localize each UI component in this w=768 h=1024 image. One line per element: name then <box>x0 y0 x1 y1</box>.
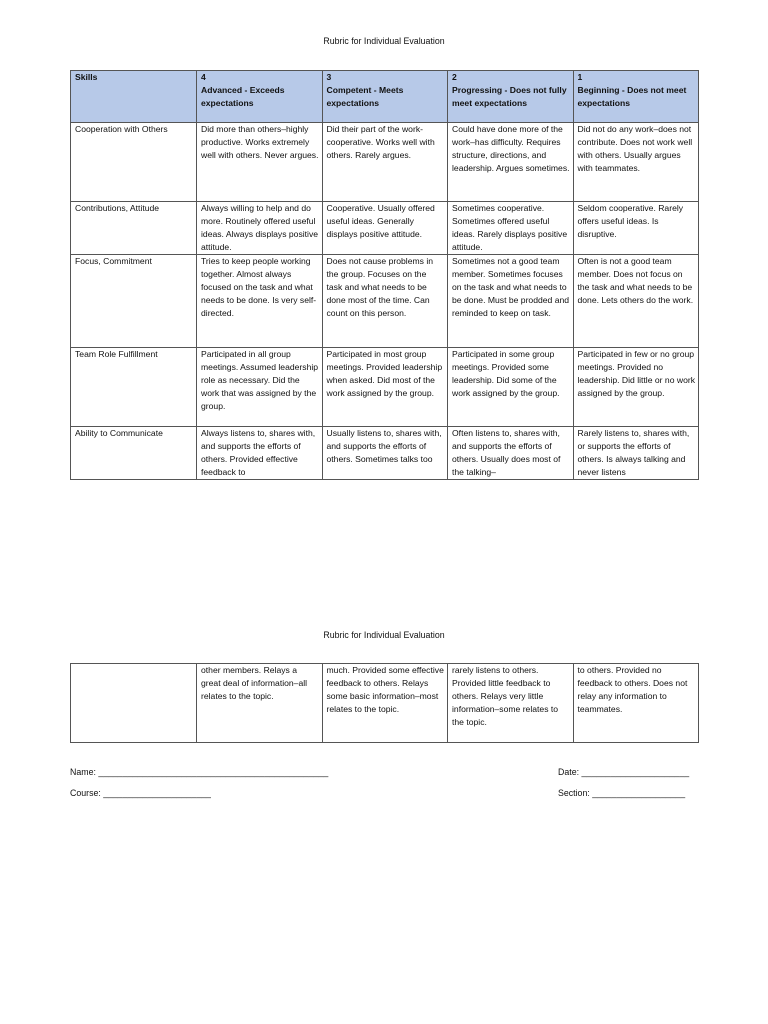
table-row <box>71 427 699 480</box>
section-field[interactable]: Section: ___________________ <box>558 788 686 798</box>
course-field[interactable]: Course: ______________________ <box>70 788 211 798</box>
table-cell: Sometimes cooperative. Sometimes offered useful ideas. Rarely displays positive attitude. <box>448 202 574 255</box>
table-cell: Did not do any work–does not contribute. Does not work well with others. Usually argues with teammates. <box>573 123 699 202</box>
page-title: Rubric for Individual Evaluation <box>323 36 445 46</box>
header-score: 3 <box>326 72 332 82</box>
name-field[interactable]: Name: _______________________________________________ <box>70 767 329 777</box>
skill-cell: Focus, Commitment <box>71 255 197 348</box>
table-cell: Participated in all group meetings. Assumed leadership role as necessary. Did the work that was assigned by the group. <box>197 348 323 427</box>
table-row <box>71 255 699 348</box>
table-cell: Always listens to, shares with, and supports the efforts of others. Provided effective feedback to <box>197 427 323 480</box>
table-cell: Usually listens to, shares with, and supports the efforts of others. Sometimes talks too <box>322 427 448 480</box>
table-cell: Participated in few or no group meetings. Provided no leadership. Did little or no work assigned by the group. <box>573 348 699 427</box>
header-score: 1 <box>577 72 583 82</box>
table-cell: Tries to keep people working together. Almost always focused on the task and what needs to be done. Is very self-directed. <box>197 255 323 348</box>
skill-cell: Contributions, Attitude <box>71 202 197 255</box>
skill-cell <box>71 664 197 743</box>
header-cell <box>448 71 574 123</box>
table-cell: Always willing to help and do more. Routinely offered useful ideas. Always displays positive attitude. <box>197 202 323 255</box>
table-cell: Seldom cooperative. Rarely offers useful ideas. Is disruptive. <box>573 202 699 255</box>
table-header-row <box>71 71 699 123</box>
table-row <box>71 664 699 743</box>
table-cell: Rarely listens to, shares with, or supports the efforts of others. Is always talking and never listens <box>573 427 699 480</box>
table-cell: Did more than others–highly productive. Works extremely well with others. Never argues. <box>197 123 323 202</box>
table-cell: much. Provided some effective feedback to others. Relays some basic information–most relates to the topic. <box>322 664 448 743</box>
header-label: Beginning - Does not meet expectations <box>577 85 687 108</box>
date-field[interactable]: Date: ______________________ <box>558 767 690 777</box>
header-cell <box>71 71 197 123</box>
page-title: Rubric for Individual Evaluation <box>323 630 445 640</box>
header-score: 4 <box>201 72 206 82</box>
header-cell <box>322 71 448 123</box>
table-cell: Did their part of the work-cooperative. Works well with others. Rarely argues. <box>322 123 448 202</box>
header-label: Competent - Meets expectations <box>326 85 404 108</box>
table-cell: Often is not a good team member. Does not focus on the task and what needs to be done. Lets others do the work. <box>573 255 699 348</box>
table-cell: Participated in most group meetings. Provided leadership when asked. Did most of the work assigned by the group. <box>322 348 448 427</box>
table-row <box>71 348 699 427</box>
table-cell: rarely listens to others. Provided little feedback to others. Relays very little information–some relates to the topic. <box>448 664 574 743</box>
rubric-table <box>70 70 699 480</box>
table-cell: to others. Provided no feedback to others. Does not relay any information to teammates. <box>573 664 699 743</box>
skill-cell: Ability to Communicate <box>71 427 197 480</box>
table-cell: Often listens to, shares with, and supports the efforts of others. Usually does most of the talking– <box>448 427 574 480</box>
table-cell: Cooperative. Usually offered useful ideas. Generally displays positive attitude. <box>322 202 448 255</box>
skill-cell: Cooperation with Others <box>71 123 197 202</box>
rubric-table-continued <box>70 663 699 743</box>
table-row <box>71 123 699 202</box>
table-cell: other members. Relays a great deal of information–all relates to the topic. <box>197 664 323 743</box>
table-cell: Participated in some group meetings. Provided some leadership. Did some of the work assigned by the group. <box>448 348 574 427</box>
table-row <box>71 202 699 255</box>
table-cell: Sometimes not a good team member. Sometimes focuses on the task and what needs to be done. Must be prodded and reminded to keep on task. <box>448 255 574 348</box>
header-label: Skills <box>75 72 98 82</box>
header-label: Advanced - Exceeds expectations <box>201 85 285 108</box>
header-score: 2 <box>452 72 457 82</box>
table-cell: Does not cause problems in the group. Focuses on the task and what needs to be done most of the time. Can count on this person. <box>322 255 448 348</box>
table-cell: Could have done more of the work–has difficulty. Requires structure, directions, and leadership. Argues sometimes. <box>448 123 574 202</box>
header-cell <box>197 71 323 123</box>
header-cell <box>573 71 699 123</box>
header-label: Progressing - Does not fully meet expectations <box>452 85 567 108</box>
skill-cell: Team Role Fulfillment <box>71 348 197 427</box>
